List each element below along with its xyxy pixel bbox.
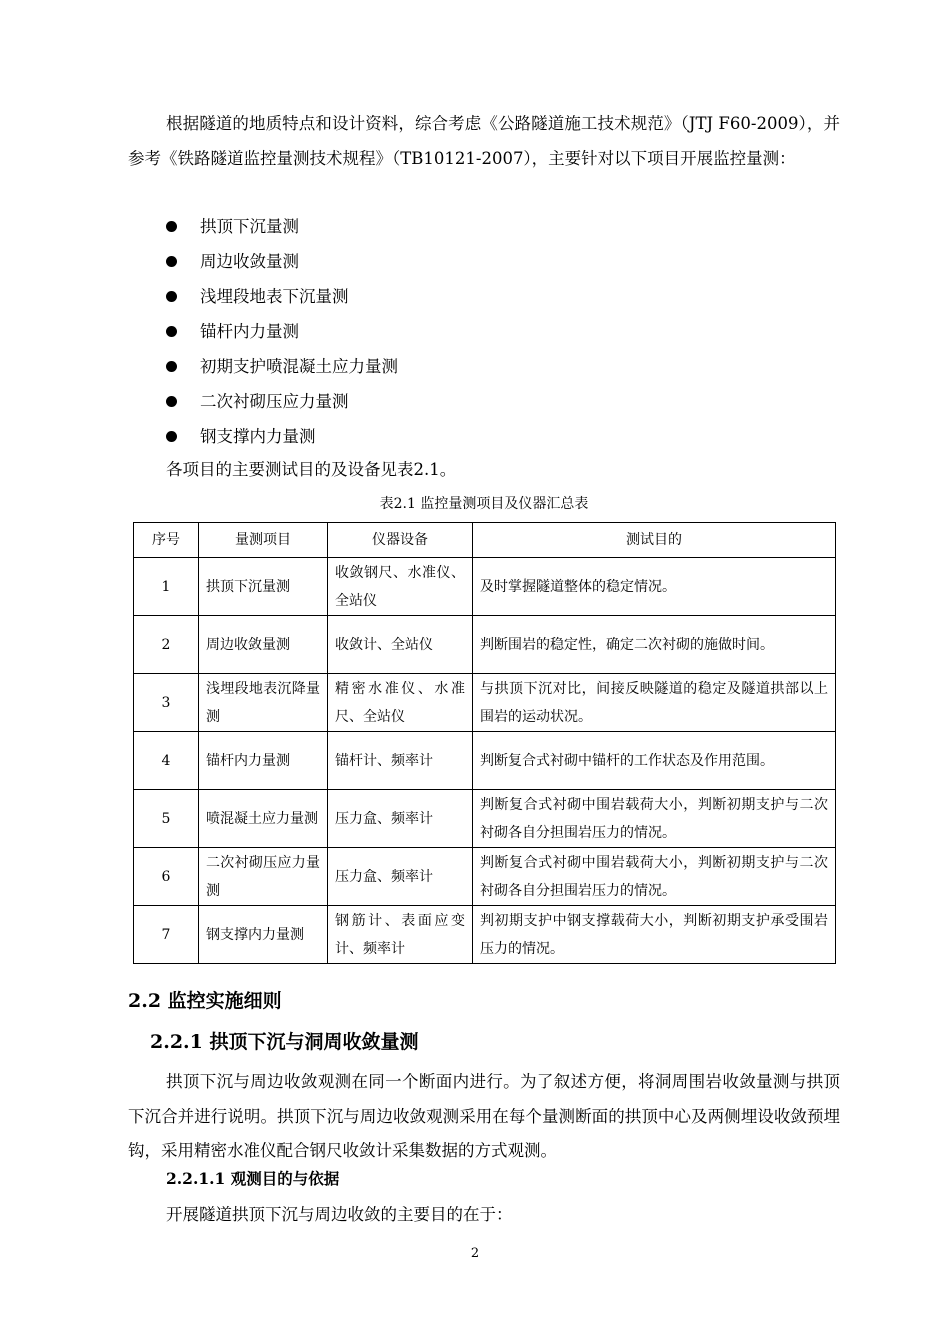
table-row xyxy=(134,790,836,848)
table-row xyxy=(134,674,836,732)
list-item: 二次衬砌压应力量测 xyxy=(166,384,398,419)
bullet-dot-icon xyxy=(166,326,177,337)
bullet-dot-icon xyxy=(166,221,177,232)
cell-item: 浅埋段地表沉降量测 xyxy=(199,674,328,732)
bullet-dot-icon xyxy=(166,291,177,302)
cell-equipment: 钢筋计、表面应变计、频率计 xyxy=(328,906,473,964)
cell-purpose: 判断复合式衬砌中围岩载荷大小，判断初期支护与二次衬砌各自分担围岩压力的情况。 xyxy=(473,790,836,848)
section-2-2-1-1-heading: 2.2.1.1 观测目的与依据 xyxy=(166,1169,340,1188)
cell-item: 喷混凝土应力量测 xyxy=(199,790,328,848)
cell-purpose: 判断复合式衬砌中围岩载荷大小，判断初期支护与二次衬砌各自分担围岩压力的情况。 xyxy=(473,848,836,906)
table-row xyxy=(134,906,836,964)
cell-index: 2 xyxy=(134,616,199,674)
cell-index: 5 xyxy=(134,790,199,848)
list-item: 周边收敛量测 xyxy=(166,244,398,279)
cell-equipment: 精密水准仪、水准尺、全站仪 xyxy=(328,674,473,732)
section-2-2-1-paragraph: 拱顶下沉与周边收敛观测在同一个断面内进行。为了叙述方便，将洞周围岩收敛量测与拱顶下沉合并进行说明。拱顶下沉与周边收敛观测采用在每个量测断面的拱顶中心及两侧埋设收敛预埋钩，采用精密水准仪配合钢尺收敛计采集数据的方式观测。 xyxy=(128,1072,840,1160)
header-item: 量测项目 xyxy=(199,523,328,558)
cell-item: 二次衬砌压应力量测 xyxy=(199,848,328,906)
monitoring-items-list xyxy=(166,209,398,454)
table-row xyxy=(134,732,836,790)
table-caption: 表2.1 监控量测项目及仪器汇总表 xyxy=(379,496,589,512)
page-number: 2 xyxy=(470,1246,480,1261)
list-item: 初期支护喷混凝土应力量测 xyxy=(166,349,398,384)
cell-purpose: 及时掌握隧道整体的稳定情况。 xyxy=(473,558,836,616)
list-item: 浅埋段地表下沉量测 xyxy=(166,279,398,314)
cell-index: 4 xyxy=(134,732,199,790)
cell-item: 锚杆内力量测 xyxy=(199,732,328,790)
cell-equipment: 压力盒、频率计 xyxy=(328,790,473,848)
monitoring-summary-table xyxy=(133,522,836,964)
list-item: 拱顶下沉量测 xyxy=(166,209,398,244)
bullet-dot-icon xyxy=(166,396,177,407)
bullet-dot-icon xyxy=(166,431,177,442)
cell-index: 7 xyxy=(134,906,199,964)
header-equipment: 仪器设备 xyxy=(328,523,473,558)
cell-equipment: 收敛计、全站仪 xyxy=(328,616,473,674)
table-row xyxy=(134,616,836,674)
table-header-row xyxy=(134,523,836,558)
section-2-2-heading: 2.2 监控实施细则 xyxy=(128,990,282,1012)
table-reference-paragraph: 各项目的主要测试目的及设备见表2.1。 xyxy=(166,460,457,479)
header-index: 序号 xyxy=(134,523,199,558)
cell-item: 拱顶下沉量测 xyxy=(199,558,328,616)
section-2-2-1-heading: 2.2.1 拱顶下沉与洞周收敛量测 xyxy=(150,1031,419,1053)
cell-index: 1 xyxy=(134,558,199,616)
list-item: 钢支撑内力量测 xyxy=(166,419,398,454)
cell-purpose: 判断复合式衬砌中锚杆的工作状态及作用范围。 xyxy=(473,732,836,790)
header-purpose: 测试目的 xyxy=(473,523,836,558)
table-row xyxy=(134,558,836,616)
intro-paragraph: 根据隧道的地质特点和设计资料，综合考虑《公路隧道施工技术规范》（JTJ F60-2009），并参考《铁路隧道监控量测技术规程》（TB10121-2007），主要针对以下项目开展监控量测： xyxy=(128,114,840,168)
table-row xyxy=(134,848,836,906)
cell-equipment: 锚杆计、频率计 xyxy=(328,732,473,790)
section-2-2-1-1-paragraph: 开展隧道拱顶下沉与周边收敛的主要目的在于： xyxy=(166,1205,513,1224)
cell-equipment: 收敛钢尺、水准仪、全站仪 xyxy=(328,558,473,616)
cell-equipment: 压力盒、频率计 xyxy=(328,848,473,906)
cell-item: 钢支撑内力量测 xyxy=(199,906,328,964)
cell-index: 3 xyxy=(134,674,199,732)
cell-purpose: 与拱顶下沉对比，间接反映隧道的稳定及隧道拱部以上围岩的运动状况。 xyxy=(473,674,836,732)
cell-item: 周边收敛量测 xyxy=(199,616,328,674)
cell-index: 6 xyxy=(134,848,199,906)
list-item: 锚杆内力量测 xyxy=(166,314,398,349)
cell-purpose: 判初期支护中钢支撑载荷大小，判断初期支护承受围岩压力的情况。 xyxy=(473,906,836,964)
cell-purpose: 判断围岩的稳定性，确定二次衬砌的施做时间。 xyxy=(473,616,836,674)
bullet-dot-icon xyxy=(166,361,177,372)
bullet-dot-icon xyxy=(166,256,177,267)
